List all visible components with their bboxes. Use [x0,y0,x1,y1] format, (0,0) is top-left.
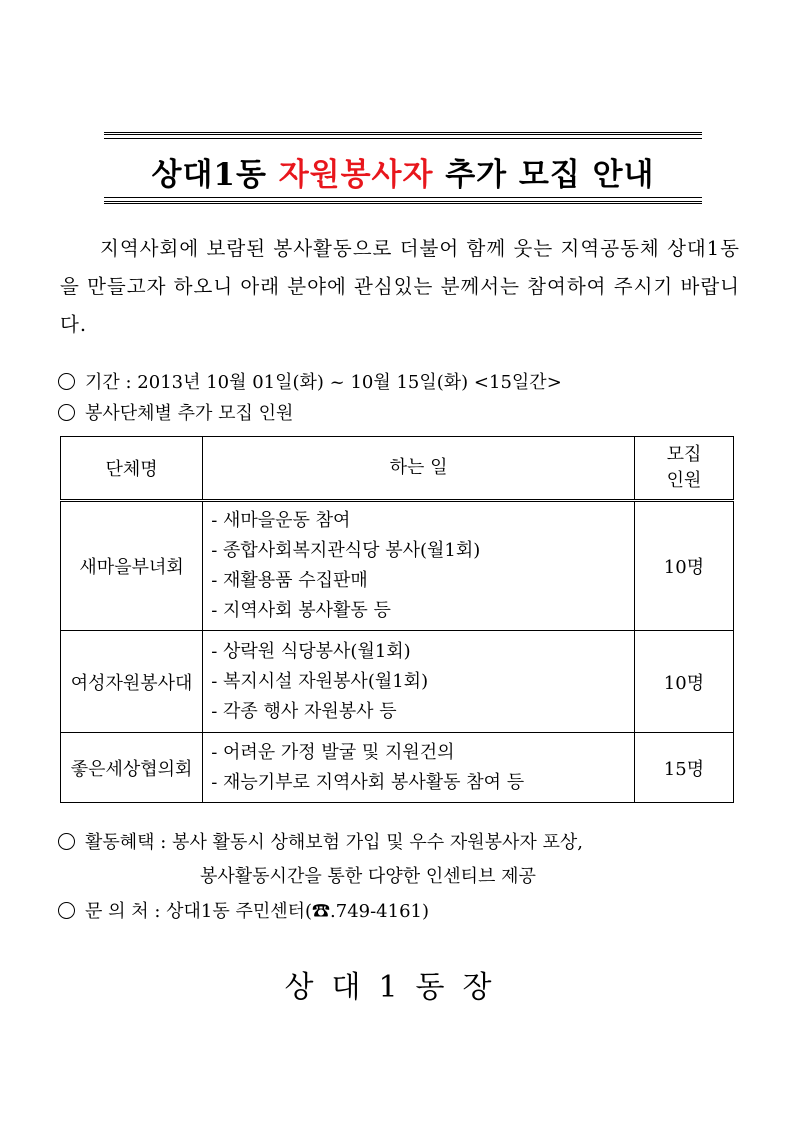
task-item: - 각종 행사 자원봉사 등 [211,700,397,722]
org-cell: 좋은세상협의회 [61,733,203,803]
task-item: - 어려운 가정 발굴 및 지원건의 [211,741,455,763]
tasks-cell [203,501,635,631]
title-highlight: 자원봉사자 [278,157,434,193]
tasks-cell [203,631,635,733]
circle-bullet-icon [58,902,75,919]
count-cell: 10명 [634,631,733,733]
period-text: 기간 : 2013년 10월 01일(화) ~ 10월 15일(화) <15일간> [85,372,562,393]
page-title [104,149,702,194]
benefits-line [58,828,583,854]
recruit-heading-text: 봉사단체별 추가 모집 인원 [85,403,294,424]
title-suffix: 추가 모집 안내 [433,157,655,193]
task-item: - 상락원 식당봉사(월1회) [211,640,411,662]
count-cell: 10명 [634,501,733,631]
table-row [61,733,734,803]
org-cell: 새마을부녀회 [61,501,203,631]
circle-bullet-icon [58,404,75,421]
period-line [58,368,562,394]
recruit-table [60,436,734,803]
header-count-line2: 인원 [666,470,702,491]
tasks-cell [203,733,635,803]
header-work: 하는 일 [203,437,635,501]
contact-text: 문 의 처 : 상대1동 주민센터(☎.749-4161) [85,901,430,922]
task-item: - 새마을운동 참여 [211,510,351,531]
task-item: - 재능기부로 지역사회 봉사활동 참여 등 [211,771,525,793]
benefits-text-2: 봉사활동시간을 통한 다양한 인센티브 제공 [200,866,536,887]
task-item: - 복지시설 자원봉사(월1회) [211,670,429,692]
table-row [61,501,734,631]
task-item: - 지역사회 봉사활동 등 [211,600,391,621]
circle-bullet-icon [58,373,75,390]
benefits-text-1: 활동혜택 : 봉사 활동시 상해보험 가입 및 우수 자원봉사자 포상, [85,832,583,853]
header-org: 단체명 [61,437,203,501]
title-box [104,132,702,204]
org-cell: 여성자원봉사대 [61,631,203,733]
recruit-heading-line [58,399,293,425]
header-count [634,437,733,501]
task-item: - 종합사회복지관식당 봉사(월1회) [211,540,481,561]
circle-bullet-icon [58,833,75,850]
table-header-row [61,437,734,501]
title-prefix: 상대1동 [151,157,279,193]
count-cell: 15명 [634,733,733,803]
task-item: - 재활용품 수집판매 [211,570,368,591]
header-count-line1: 모집 [666,444,702,465]
intro-paragraph: 지역사회에 보람된 봉사활동으로 더불어 함께 웃는 지역공동체 상대1동을 만들고자 하오니 아래 분야에 관심있는 분께서는 참여하여 주시기 바랍니다. [60,237,740,336]
signature: 상대1동장 [284,970,510,1005]
contact-line [58,897,429,923]
table-row [61,631,734,733]
